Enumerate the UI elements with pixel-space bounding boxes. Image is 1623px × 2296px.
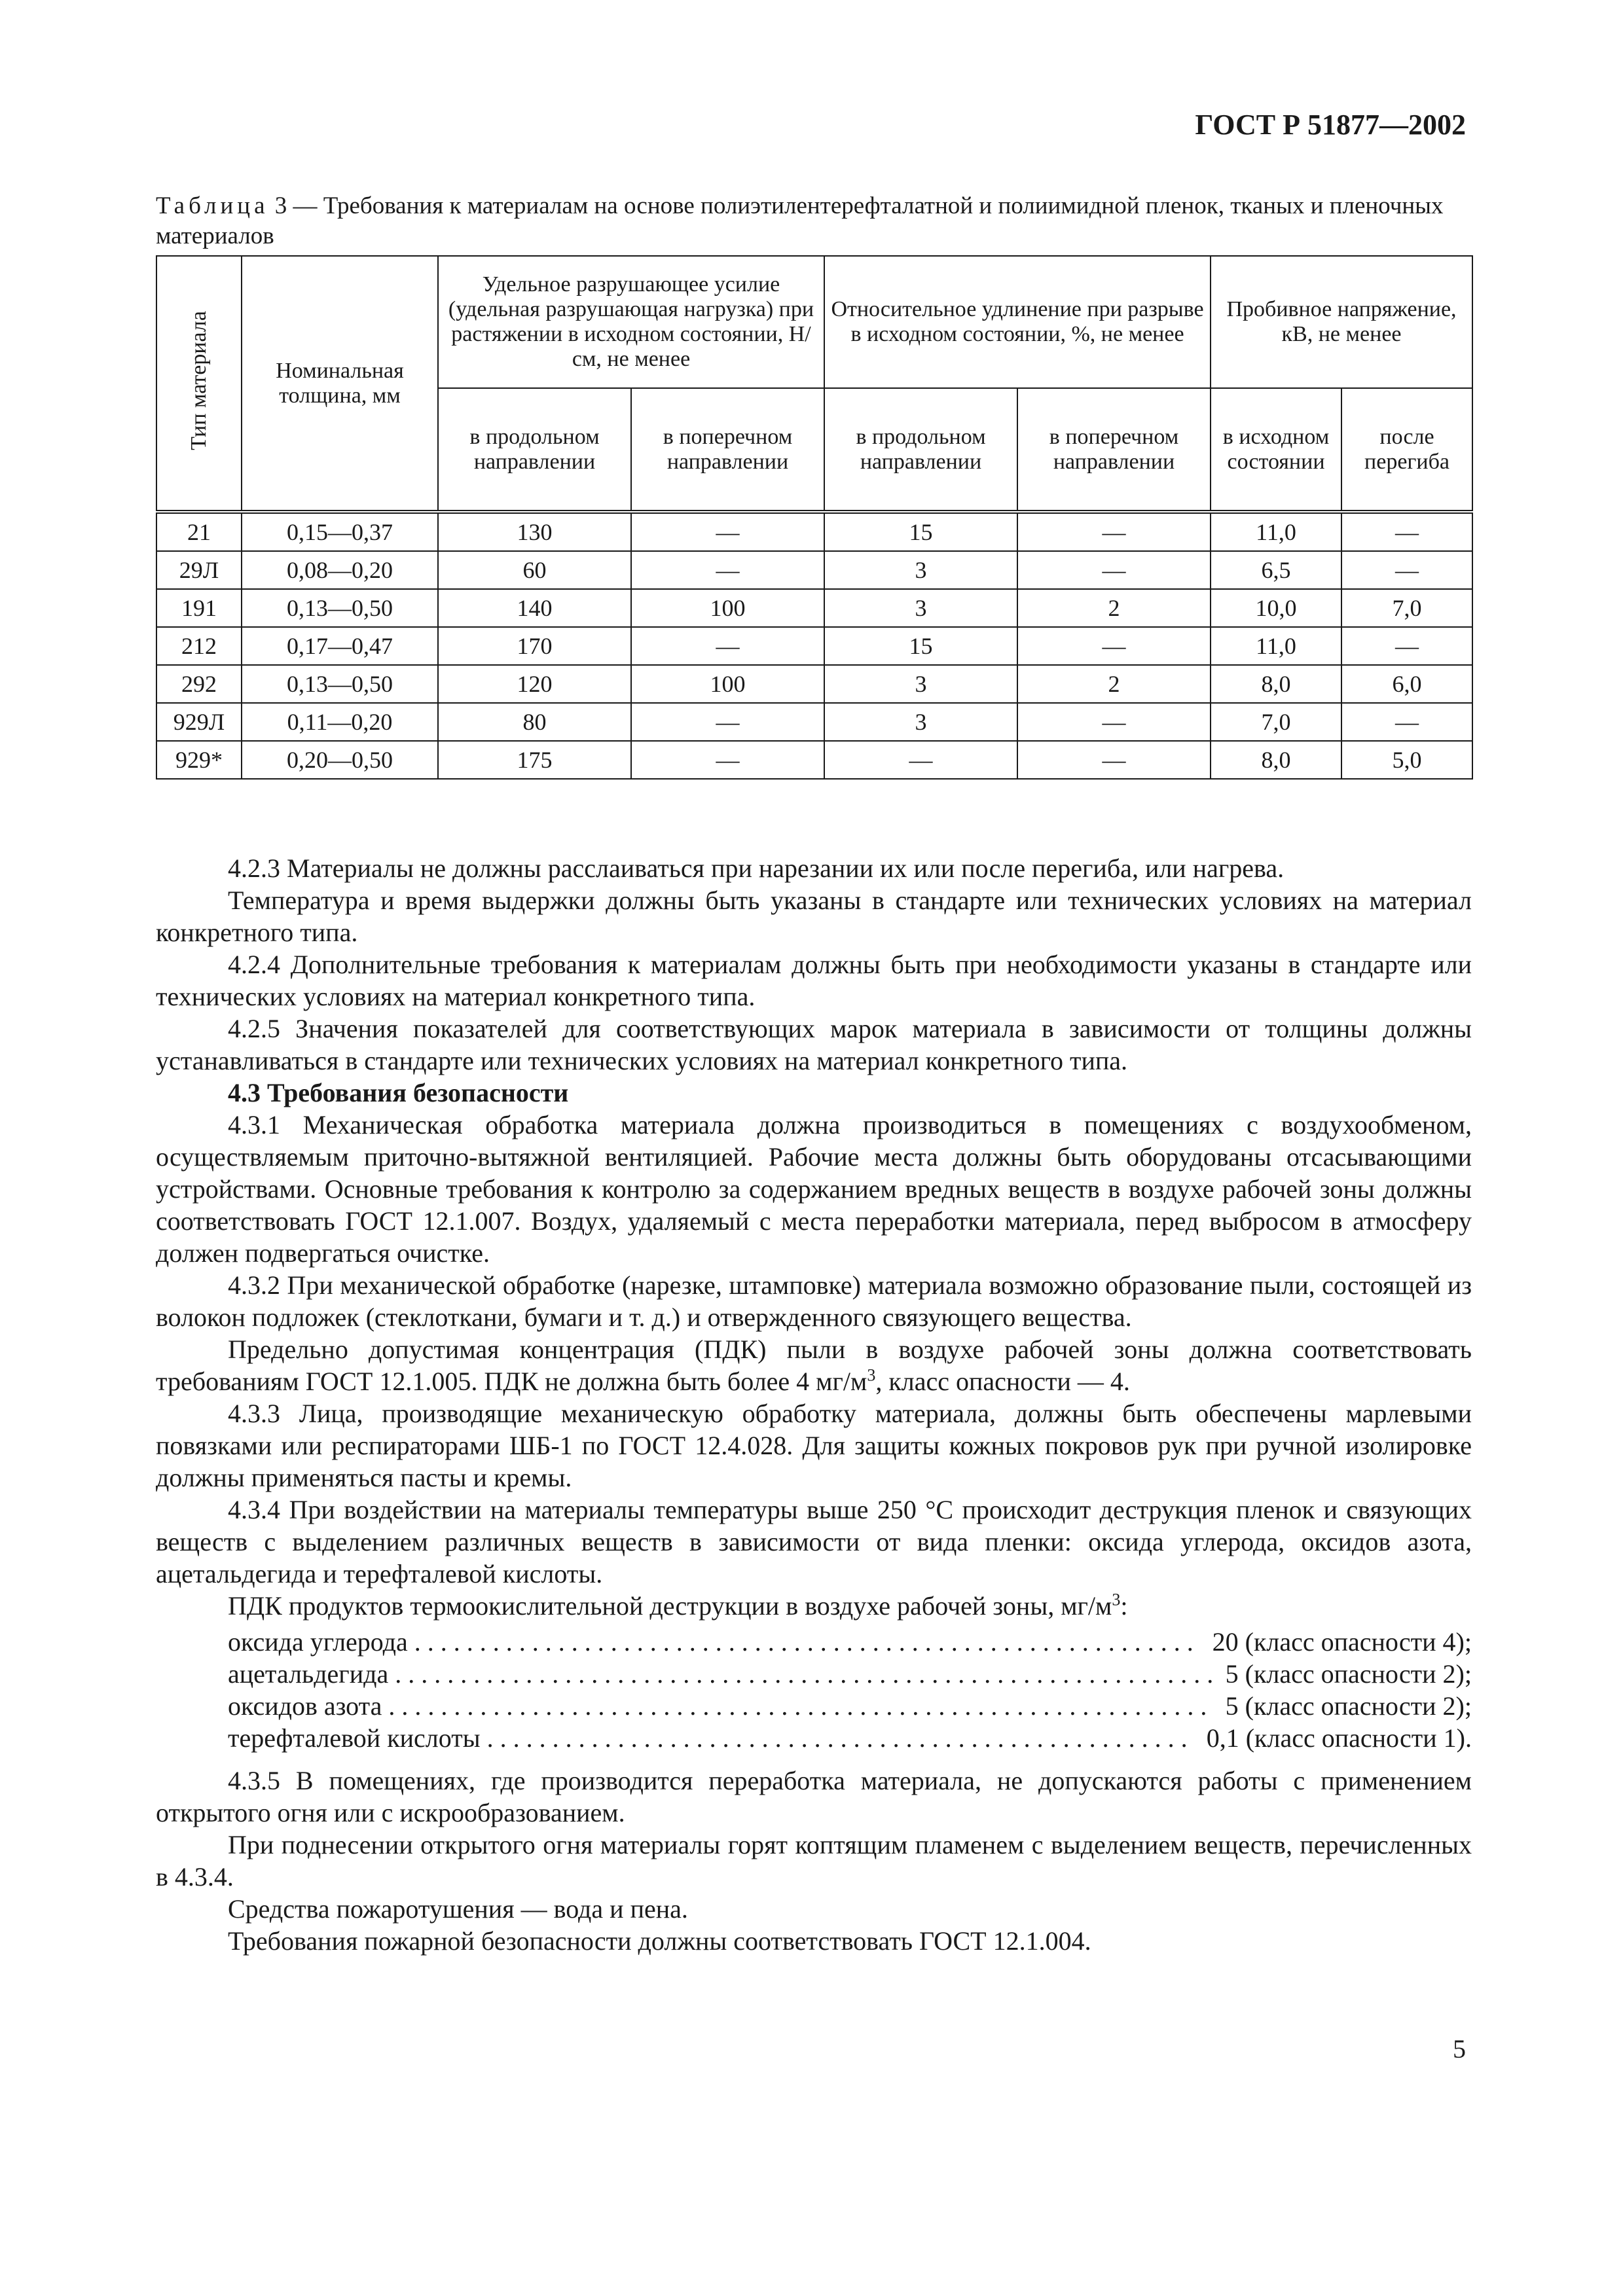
table-cell: — bbox=[1017, 741, 1211, 779]
table-cell: 929Л bbox=[156, 703, 242, 741]
table-cell: 100 bbox=[631, 665, 824, 703]
paragraph-4-2-3: 4.2.3 Материалы не должны расслаиваться при нарезании их или после перегиба, или нагрева. bbox=[228, 853, 1285, 883]
table-cell: 7,0 bbox=[1211, 703, 1341, 741]
table-cell: 15 bbox=[824, 512, 1017, 551]
table-row bbox=[156, 665, 1472, 703]
table-cell: 29Л bbox=[156, 551, 242, 589]
paragraph: При поднесении открытого огня материалы горят коптящим пламенем с выделением веществ, перечисленных в 4.3.4. bbox=[156, 1830, 1472, 1892]
table-cell: 170 bbox=[438, 627, 631, 665]
paragraph-4-3-5: 4.3.5 В помещениях, где производится переработка материала, не допускаются работы с применением открытого огня или с искрообразованием. bbox=[156, 1766, 1472, 1827]
table-cell: 0,20—0,50 bbox=[242, 741, 438, 779]
table-cell: 191 bbox=[156, 589, 242, 627]
table-row bbox=[156, 627, 1472, 665]
paragraph-pdk-dust: Предельно допустимая концентрация (ПДК) пыли в воздухе рабочей зоны должна соответствовать требованиям ГОСТ 12.1.005. ПДК не должна быть более 4 $мг/м^3$, класс опасности — 4. bbox=[156, 1335, 1472, 1396]
document-header: ГОСТ Р 51877—2002 bbox=[1195, 109, 1466, 141]
table-cell: 6,0 bbox=[1341, 665, 1472, 703]
table-cell: 5,0 bbox=[1341, 741, 1472, 779]
pdk-list bbox=[228, 1626, 1472, 1754]
table-cell: 0,13—0,50 bbox=[242, 589, 438, 627]
table-cell: 292 bbox=[156, 665, 242, 703]
section-heading-4-3: 4.3 Требования безопасности bbox=[228, 1078, 569, 1107]
table-cell: 130 bbox=[438, 512, 631, 551]
body-text bbox=[156, 852, 1472, 1957]
table-cell: — bbox=[1341, 703, 1472, 741]
table-cell: — bbox=[1017, 703, 1211, 741]
header-material-type: Тип материала bbox=[156, 256, 242, 512]
paragraph-4-3-1: 4.3.1 Механическая обработка материала должна производиться в помещениях с воздухообменом, осуществляемым приточно-вытяжной вентиляцией. Рабочие места должны быть оборудованы отсасывающими устройствами. Основные требования к контролю за содержанием вредных веществ в воздухе рабочей зоны должны соответствовать ГОСТ 12.1.007. Воздух, удаляемый с места переработки материала, перед выбросом в атмосферу должен подвергаться очистке. bbox=[156, 1110, 1472, 1268]
table-row bbox=[156, 703, 1472, 741]
table-cell: 175 bbox=[438, 741, 631, 779]
list-item: оксидов азота . . . 5 (класс опасности 2); bbox=[228, 1690, 1472, 1722]
table-caption-label: Таблица bbox=[156, 192, 269, 219]
table-cell: — bbox=[1341, 627, 1472, 665]
header-breakdown-voltage: Пробивное напряжение, кВ, не менее bbox=[1211, 256, 1472, 388]
paragraph-4-3-3: 4.3.3 Лица, производящие механическую обработку материала, должны быть обеспечены марлевыми повязками или респираторами ШБ-1 по ГОСТ 12.4.028. Для защиты кожных покровов рук при ручной изолировке должны применяться пасты и кремы. bbox=[156, 1399, 1472, 1492]
table-cell: 3 bbox=[824, 551, 1017, 589]
table-cell: 8,0 bbox=[1211, 741, 1341, 779]
paragraph-4-3-4: 4.3.4 При воздействии на материалы температуры выше 250 °С происходит деструкция пленок и связующих веществ с выделением различных веществ в зависимости от вида пленки: оксида углерода, оксидов азота, ацетальдегида и терефталевой кислоты. bbox=[156, 1495, 1472, 1588]
paragraph: Температура и время выдержки должны быть указаны в стандарте или технических условиях на материал конкретного типа. bbox=[156, 886, 1472, 947]
table-cell: 0,13—0,50 bbox=[242, 665, 438, 703]
paragraph-4-2-4: 4.2.4 Дополнительные требования к материалам должны быть при необходимости указаны в стандарте или технических условиях на материал конкретного типа. bbox=[156, 950, 1472, 1011]
table-cell: 6,5 bbox=[1211, 551, 1341, 589]
table-cell: 80 bbox=[438, 703, 631, 741]
list-item: терефталевой кислоты . . . 0,1 (класс опасности 1). bbox=[228, 1722, 1472, 1754]
header-thickness: Номинальная толщина, мм bbox=[242, 256, 438, 512]
table-cell: 0,11—0,20 bbox=[242, 703, 438, 741]
header-strength-transverse: в поперечном направлении bbox=[631, 388, 824, 512]
table-cell: — bbox=[631, 512, 824, 551]
page-number: 5 bbox=[1453, 2034, 1466, 2064]
table-cell: 60 bbox=[438, 551, 631, 589]
table-cell: 140 bbox=[438, 589, 631, 627]
header-voltage-after-bend: после перегиба bbox=[1341, 388, 1472, 512]
table-cell: — bbox=[1017, 512, 1211, 551]
table-cell: 7,0 bbox=[1341, 589, 1472, 627]
table-cell: 3 bbox=[824, 665, 1017, 703]
table-cell: — bbox=[631, 627, 824, 665]
header-strength: Удельное разрушающее усилие (удельная разрушающая нагрузка) при растяжении в исходном состоянии, Н/см, не менее bbox=[438, 256, 824, 388]
paragraph: Требования пожарной безопасности должны соответствовать ГОСТ 12.1.004. bbox=[228, 1926, 1091, 1956]
table-cell: 11,0 bbox=[1211, 627, 1341, 665]
table-cell: — bbox=[631, 703, 824, 741]
table-cell: 21 bbox=[156, 512, 242, 551]
table-cell: — bbox=[1017, 627, 1211, 665]
header-elongation: Относительное удлинение при разрыве в исходном состоянии, %, не менее bbox=[824, 256, 1211, 388]
table-row bbox=[156, 512, 1472, 551]
table-cell: 0,17—0,47 bbox=[242, 627, 438, 665]
table-cell: — bbox=[1341, 512, 1472, 551]
table-cell: — bbox=[631, 741, 824, 779]
table-row bbox=[156, 589, 1472, 627]
table-cell: — bbox=[1017, 551, 1211, 589]
table-caption-text: 3 — Требования к материалам на основе полиэтилентерефталатной и полиимидной пленок, тканых и пленочных материалов bbox=[156, 192, 1444, 249]
table-row bbox=[156, 741, 1472, 779]
header-elongation-longitudinal: в продольном направлении bbox=[824, 388, 1017, 512]
table-cell: 8,0 bbox=[1211, 665, 1341, 703]
list-item: ацетальдегида . . . 5 (класс опасности 2); bbox=[228, 1658, 1472, 1690]
header-voltage-initial: в исходном состоянии bbox=[1211, 388, 1341, 512]
paragraph: Средства пожаротушения — вода и пена. bbox=[228, 1894, 688, 1924]
materials-table bbox=[156, 255, 1473, 780]
header-elongation-transverse: в поперечном направлении bbox=[1017, 388, 1211, 512]
table-cell: 2 bbox=[1017, 665, 1211, 703]
paragraph-4-3-2: 4.3.2 При механической обработке (нарезке, штамповке) материала возможно образование пыли, состоящей из волокон подложек (стеклоткани, бумаги и т. д.) и отвержденного связующего вещества. bbox=[156, 1270, 1472, 1332]
table-cell: 10,0 bbox=[1211, 589, 1341, 627]
table-cell: 2 bbox=[1017, 589, 1211, 627]
table-cell: 120 bbox=[438, 665, 631, 703]
table-cell: — bbox=[824, 741, 1017, 779]
table-cell: 0,15—0,37 bbox=[242, 512, 438, 551]
table-caption bbox=[156, 191, 1478, 251]
table-cell: 3 bbox=[824, 703, 1017, 741]
table-cell: 100 bbox=[631, 589, 824, 627]
paragraph-pdk-products: ПДК продуктов термоокислительной деструкции в воздухе рабочей зоны, $мг/м^3$: bbox=[228, 1590, 1128, 1621]
table-row bbox=[156, 551, 1472, 589]
table-cell: 929* bbox=[156, 741, 242, 779]
table-cell: — bbox=[631, 551, 824, 589]
table-cell: — bbox=[1341, 551, 1472, 589]
table-cell: 11,0 bbox=[1211, 512, 1341, 551]
table-cell: 212 bbox=[156, 627, 242, 665]
header-strength-longitudinal: в продольном направлении bbox=[438, 388, 631, 512]
table-cell: 0,08—0,20 bbox=[242, 551, 438, 589]
list-item: оксида углерода . . . 20 (класс опасности 4); bbox=[228, 1626, 1472, 1658]
table-cell: 3 bbox=[824, 589, 1017, 627]
table-cell: 15 bbox=[824, 627, 1017, 665]
paragraph-4-2-5: 4.2.5 Значения показателей для соответствующих марок материала в зависимости от толщины должны устанавливаться в стандарте или технических условиях на материал конкретного типа. bbox=[156, 1014, 1472, 1075]
